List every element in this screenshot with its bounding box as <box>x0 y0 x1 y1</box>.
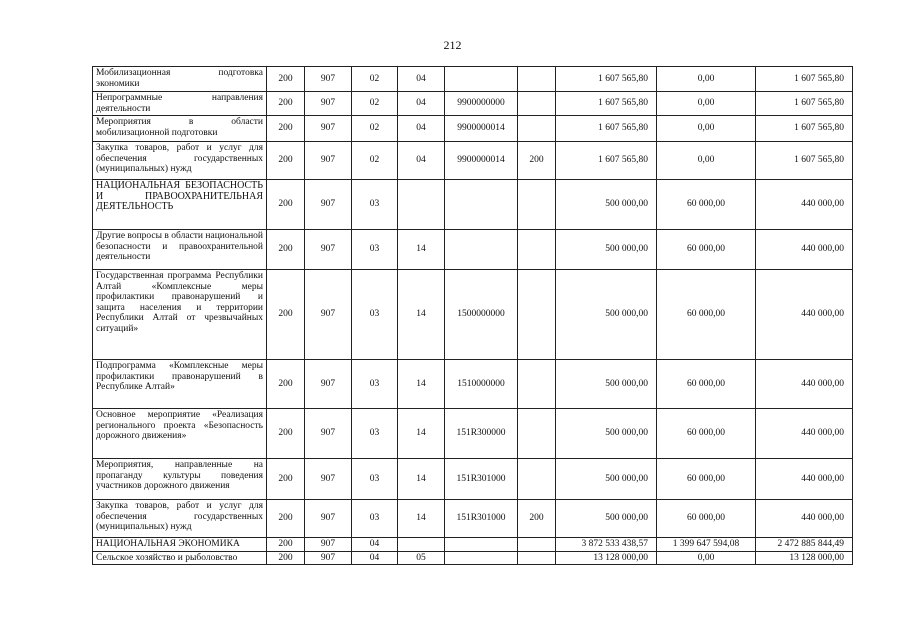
cell-code-2: 907 <box>305 180 352 230</box>
cell-code-6 <box>518 538 556 552</box>
table-row <box>93 409 853 459</box>
cell-code-4: 14 <box>398 230 445 270</box>
cell-value-3: 440 000,00 <box>756 230 853 270</box>
cell-code-2: 907 <box>305 500 352 538</box>
cell-value-1: 1 607 565,80 <box>556 67 657 92</box>
cell-code-2: 907 <box>305 92 352 116</box>
row-name: Закупка товаров, работ и услуг для обеспечения государственных (муниципальных) нужд <box>93 500 267 538</box>
cell-code-3: 02 <box>352 142 398 180</box>
row-name: Мобилизационная подготовка экономики <box>93 67 267 92</box>
cell-code-3: 04 <box>352 551 398 565</box>
cell-value-3: 440 000,00 <box>756 500 853 538</box>
table-row <box>93 270 853 360</box>
cell-value-2: 0,00 <box>657 67 756 92</box>
cell-code-1: 200 <box>267 538 305 552</box>
cell-code-4: 14 <box>398 500 445 538</box>
cell-code-1: 200 <box>267 500 305 538</box>
cell-code-5: 151R300000 <box>445 409 518 459</box>
cell-code-6 <box>518 459 556 500</box>
cell-code-4: 14 <box>398 360 445 409</box>
cell-code-1: 200 <box>267 142 305 180</box>
cell-code-2: 907 <box>305 360 352 409</box>
cell-value-1: 500 000,00 <box>556 500 657 538</box>
table-row <box>93 180 853 230</box>
table-row <box>93 459 853 500</box>
cell-code-5: 9900000014 <box>445 116 518 142</box>
cell-code-2: 907 <box>305 551 352 565</box>
cell-value-1: 500 000,00 <box>556 270 657 360</box>
cell-code-5: 9900000014 <box>445 142 518 180</box>
cell-code-6 <box>518 551 556 565</box>
cell-value-3: 13 128 000,00 <box>756 551 853 565</box>
row-name: НАЦИОНАЛЬНАЯ ЭКОНОМИКА <box>93 538 267 552</box>
cell-code-5 <box>445 551 518 565</box>
cell-code-4: 04 <box>398 116 445 142</box>
cell-value-2: 0,00 <box>657 551 756 565</box>
cell-value-1: 500 000,00 <box>556 360 657 409</box>
cell-code-4: 14 <box>398 459 445 500</box>
cell-code-3: 02 <box>352 116 398 142</box>
cell-code-6 <box>518 230 556 270</box>
row-name: Мероприятия, направленные на пропаганду культуры поведения участников дорожного движения <box>93 459 267 500</box>
cell-code-5: 1510000000 <box>445 360 518 409</box>
row-name: НАЦИОНАЛЬНАЯ БЕЗОПАСНОСТЬ И ПРАВООХРАНИТЕЛЬНАЯ ДЕЯТЕЛЬНОСТЬ <box>93 180 267 230</box>
cell-value-1: 13 128 000,00 <box>556 551 657 565</box>
table-row <box>93 116 853 142</box>
cell-code-4: 04 <box>398 67 445 92</box>
row-name: Подпрограмма «Комплексные меры профилактики правонарушений в Республике Алтай» <box>93 360 267 409</box>
cell-value-1: 500 000,00 <box>556 230 657 270</box>
cell-code-1: 200 <box>267 92 305 116</box>
cell-code-1: 200 <box>267 67 305 92</box>
cell-value-3: 440 000,00 <box>756 270 853 360</box>
cell-value-2: 60 000,00 <box>657 360 756 409</box>
cell-code-2: 907 <box>305 270 352 360</box>
cell-code-2: 907 <box>305 142 352 180</box>
cell-code-1: 200 <box>267 180 305 230</box>
table-row <box>93 360 853 409</box>
table-row <box>93 67 853 92</box>
cell-value-3: 1 607 565,80 <box>756 92 853 116</box>
row-name: Закупка товаров, работ и услуг для обеспечения государственных (муниципальных) нужд <box>93 142 267 180</box>
cell-code-3: 02 <box>352 67 398 92</box>
cell-value-3: 440 000,00 <box>756 180 853 230</box>
cell-code-3: 03 <box>352 270 398 360</box>
cell-code-6: 200 <box>518 500 556 538</box>
cell-value-2: 60 000,00 <box>657 409 756 459</box>
cell-code-5 <box>445 230 518 270</box>
cell-value-2: 60 000,00 <box>657 230 756 270</box>
cell-code-3: 03 <box>352 360 398 409</box>
cell-code-1: 200 <box>267 551 305 565</box>
cell-code-3: 03 <box>352 180 398 230</box>
cell-value-3: 2 472 885 844,49 <box>756 538 853 552</box>
cell-code-4: 14 <box>398 270 445 360</box>
cell-value-3: 1 607 565,80 <box>756 67 853 92</box>
table-row <box>93 142 853 180</box>
cell-code-4: 04 <box>398 142 445 180</box>
cell-value-2: 0,00 <box>657 116 756 142</box>
cell-value-1: 500 000,00 <box>556 409 657 459</box>
cell-value-3: 1 607 565,80 <box>756 116 853 142</box>
cell-code-3: 03 <box>352 500 398 538</box>
cell-value-1: 1 607 565,80 <box>556 116 657 142</box>
cell-value-2: 1 399 647 594,08 <box>657 538 756 552</box>
cell-code-3: 03 <box>352 230 398 270</box>
cell-code-2: 907 <box>305 409 352 459</box>
cell-code-4: 05 <box>398 551 445 565</box>
cell-code-6: 200 <box>518 142 556 180</box>
row-name: Непрограммные направления деятельности <box>93 92 267 116</box>
cell-code-2: 907 <box>305 538 352 552</box>
cell-code-6 <box>518 92 556 116</box>
cell-code-6 <box>518 360 556 409</box>
row-name: Государственная программа Республики Алтай «Комплексные меры профилактики правонарушений и защита населения и территории Республики Алтай от чрезвычайных ситуаций» <box>93 270 267 360</box>
cell-code-1: 200 <box>267 459 305 500</box>
cell-code-4: 04 <box>398 92 445 116</box>
cell-code-5 <box>445 67 518 92</box>
cell-value-3: 440 000,00 <box>756 409 853 459</box>
budget-table <box>92 66 853 565</box>
cell-code-1: 200 <box>267 409 305 459</box>
cell-value-2: 60 000,00 <box>657 270 756 360</box>
cell-code-3: 03 <box>352 409 398 459</box>
cell-code-1: 200 <box>267 230 305 270</box>
cell-code-1: 200 <box>267 360 305 409</box>
cell-value-2: 60 000,00 <box>657 459 756 500</box>
cell-code-5 <box>445 538 518 552</box>
page-number: 212 <box>443 38 462 52</box>
cell-value-1: 1 607 565,80 <box>556 142 657 180</box>
cell-code-3: 03 <box>352 459 398 500</box>
cell-value-1: 3 872 533 438,57 <box>556 538 657 552</box>
table-row <box>93 538 853 552</box>
cell-code-4 <box>398 180 445 230</box>
cell-value-3: 440 000,00 <box>756 360 853 409</box>
row-name: Сельское хозяйство и рыболовство <box>93 551 267 565</box>
cell-code-2: 907 <box>305 459 352 500</box>
cell-code-5: 9900000000 <box>445 92 518 116</box>
cell-value-1: 1 607 565,80 <box>556 92 657 116</box>
cell-code-6 <box>518 116 556 142</box>
table-row <box>93 551 853 565</box>
cell-code-4 <box>398 538 445 552</box>
cell-value-2: 60 000,00 <box>657 500 756 538</box>
row-name: Другие вопросы в области национальной безопасности и правоохранительной деятельности <box>93 230 267 270</box>
cell-value-2: 0,00 <box>657 142 756 180</box>
budget-table-body <box>93 67 853 565</box>
cell-value-2: 60 000,00 <box>657 180 756 230</box>
cell-code-5: 151R301000 <box>445 500 518 538</box>
cell-code-2: 907 <box>305 116 352 142</box>
cell-code-1: 200 <box>267 116 305 142</box>
cell-code-2: 907 <box>305 67 352 92</box>
cell-code-5: 1500000000 <box>445 270 518 360</box>
cell-code-5: 151R301000 <box>445 459 518 500</box>
cell-code-6 <box>518 270 556 360</box>
cell-code-4: 14 <box>398 409 445 459</box>
table-row <box>93 92 853 116</box>
cell-code-2: 907 <box>305 230 352 270</box>
cell-code-6 <box>518 409 556 459</box>
cell-value-2: 0,00 <box>657 92 756 116</box>
cell-code-3: 04 <box>352 538 398 552</box>
cell-value-3: 440 000,00 <box>756 459 853 500</box>
table-row <box>93 500 853 538</box>
cell-value-1: 500 000,00 <box>556 180 657 230</box>
cell-code-6 <box>518 67 556 92</box>
table-row <box>93 230 853 270</box>
cell-value-1: 500 000,00 <box>556 459 657 500</box>
row-name: Мероприятия в области мобилизационной подготовки <box>93 116 267 142</box>
cell-value-3: 1 607 565,80 <box>756 142 853 180</box>
row-name: Основное мероприятие «Реализация регионального проекта «Безопасность дорожного движения» <box>93 409 267 459</box>
cell-code-6 <box>518 180 556 230</box>
cell-code-3: 02 <box>352 92 398 116</box>
cell-code-5 <box>445 180 518 230</box>
cell-code-1: 200 <box>267 270 305 360</box>
